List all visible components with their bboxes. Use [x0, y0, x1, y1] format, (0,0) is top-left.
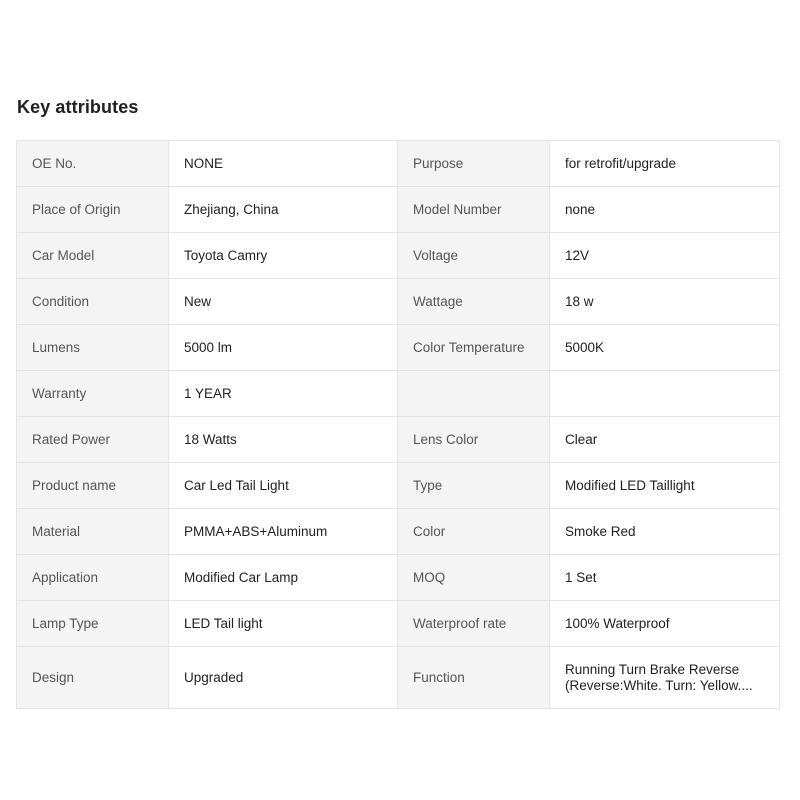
- attribute-value: 18 Watts: [169, 417, 398, 463]
- attribute-value: 1 Set: [550, 555, 780, 601]
- attribute-key: Function: [398, 647, 550, 709]
- function-text: Running Turn Brake Reverse (Reverse:White. Turn: Yellow....: [565, 661, 753, 693]
- attribute-key: Type: [398, 463, 550, 509]
- attribute-key: Model Number: [398, 187, 550, 233]
- attribute-value: Zhejiang, China: [169, 187, 398, 233]
- key-attributes-table: [16, 140, 780, 709]
- table-row: [17, 187, 780, 233]
- attribute-value: Modified Car Lamp: [169, 555, 398, 601]
- attribute-key: Waterproof rate: [398, 601, 550, 647]
- attribute-value-obscured: [550, 371, 780, 417]
- attribute-value: 5000 lm: [169, 325, 398, 371]
- attribute-value: Clear: [550, 417, 780, 463]
- table-row: [17, 233, 780, 279]
- attribute-value: none: [550, 187, 780, 233]
- table-row: [17, 463, 780, 509]
- attribute-key-obscured: [398, 371, 550, 417]
- section-title: Key attributes: [17, 97, 139, 117]
- attribute-key: Warranty: [17, 371, 169, 417]
- attribute-key: OE No.: [17, 141, 169, 187]
- attribute-key: MOQ: [398, 555, 550, 601]
- attribute-key: Lamp Type: [17, 601, 169, 647]
- attribute-value: Upgraded: [169, 647, 398, 709]
- table-row: [17, 647, 780, 709]
- attribute-key: Color: [398, 509, 550, 555]
- attribute-value: 100% Waterproof: [550, 601, 780, 647]
- attribute-key: Lumens: [17, 325, 169, 371]
- attribute-value: 5000K: [550, 325, 780, 371]
- attribute-value: Toyota Camry: [169, 233, 398, 279]
- table-row: [17, 279, 780, 325]
- attribute-key: Place of Origin: [17, 187, 169, 233]
- attribute-value: LED Tail light: [169, 601, 398, 647]
- attribute-value: 1 YEAR: [169, 371, 398, 417]
- attribute-key: Design: [17, 647, 169, 709]
- attribute-value: PMMA+ABS+Aluminum: [169, 509, 398, 555]
- attribute-key: Car Model: [17, 233, 169, 279]
- attribute-value: Modified LED Taillight: [550, 463, 780, 509]
- attribute-value: 18 w: [550, 279, 780, 325]
- table-row: [17, 417, 780, 463]
- table-row: [17, 509, 780, 555]
- table-row: [17, 141, 780, 187]
- attribute-value: for retrofit/upgrade: [550, 141, 780, 187]
- attribute-key: Color Temperature: [398, 325, 550, 371]
- attribute-key: Application: [17, 555, 169, 601]
- attribute-value: 12V: [550, 233, 780, 279]
- table-row: [17, 601, 780, 647]
- attribute-value: Smoke Red: [550, 509, 780, 555]
- attribute-key: Condition: [17, 279, 169, 325]
- attribute-key: Lens Color: [398, 417, 550, 463]
- attribute-value: NONE: [169, 141, 398, 187]
- attribute-key: Wattage: [398, 279, 550, 325]
- attribute-value-function: [550, 647, 780, 709]
- table-row: [17, 371, 780, 417]
- attribute-key: Rated Power: [17, 417, 169, 463]
- table-row: [17, 325, 780, 371]
- attribute-key: Material: [17, 509, 169, 555]
- attribute-key: Product name: [17, 463, 169, 509]
- table-row: [17, 555, 780, 601]
- attribute-value: New: [169, 279, 398, 325]
- attribute-key: Voltage: [398, 233, 550, 279]
- attribute-key: Purpose: [398, 141, 550, 187]
- attribute-value: Car Led Tail Light: [169, 463, 398, 509]
